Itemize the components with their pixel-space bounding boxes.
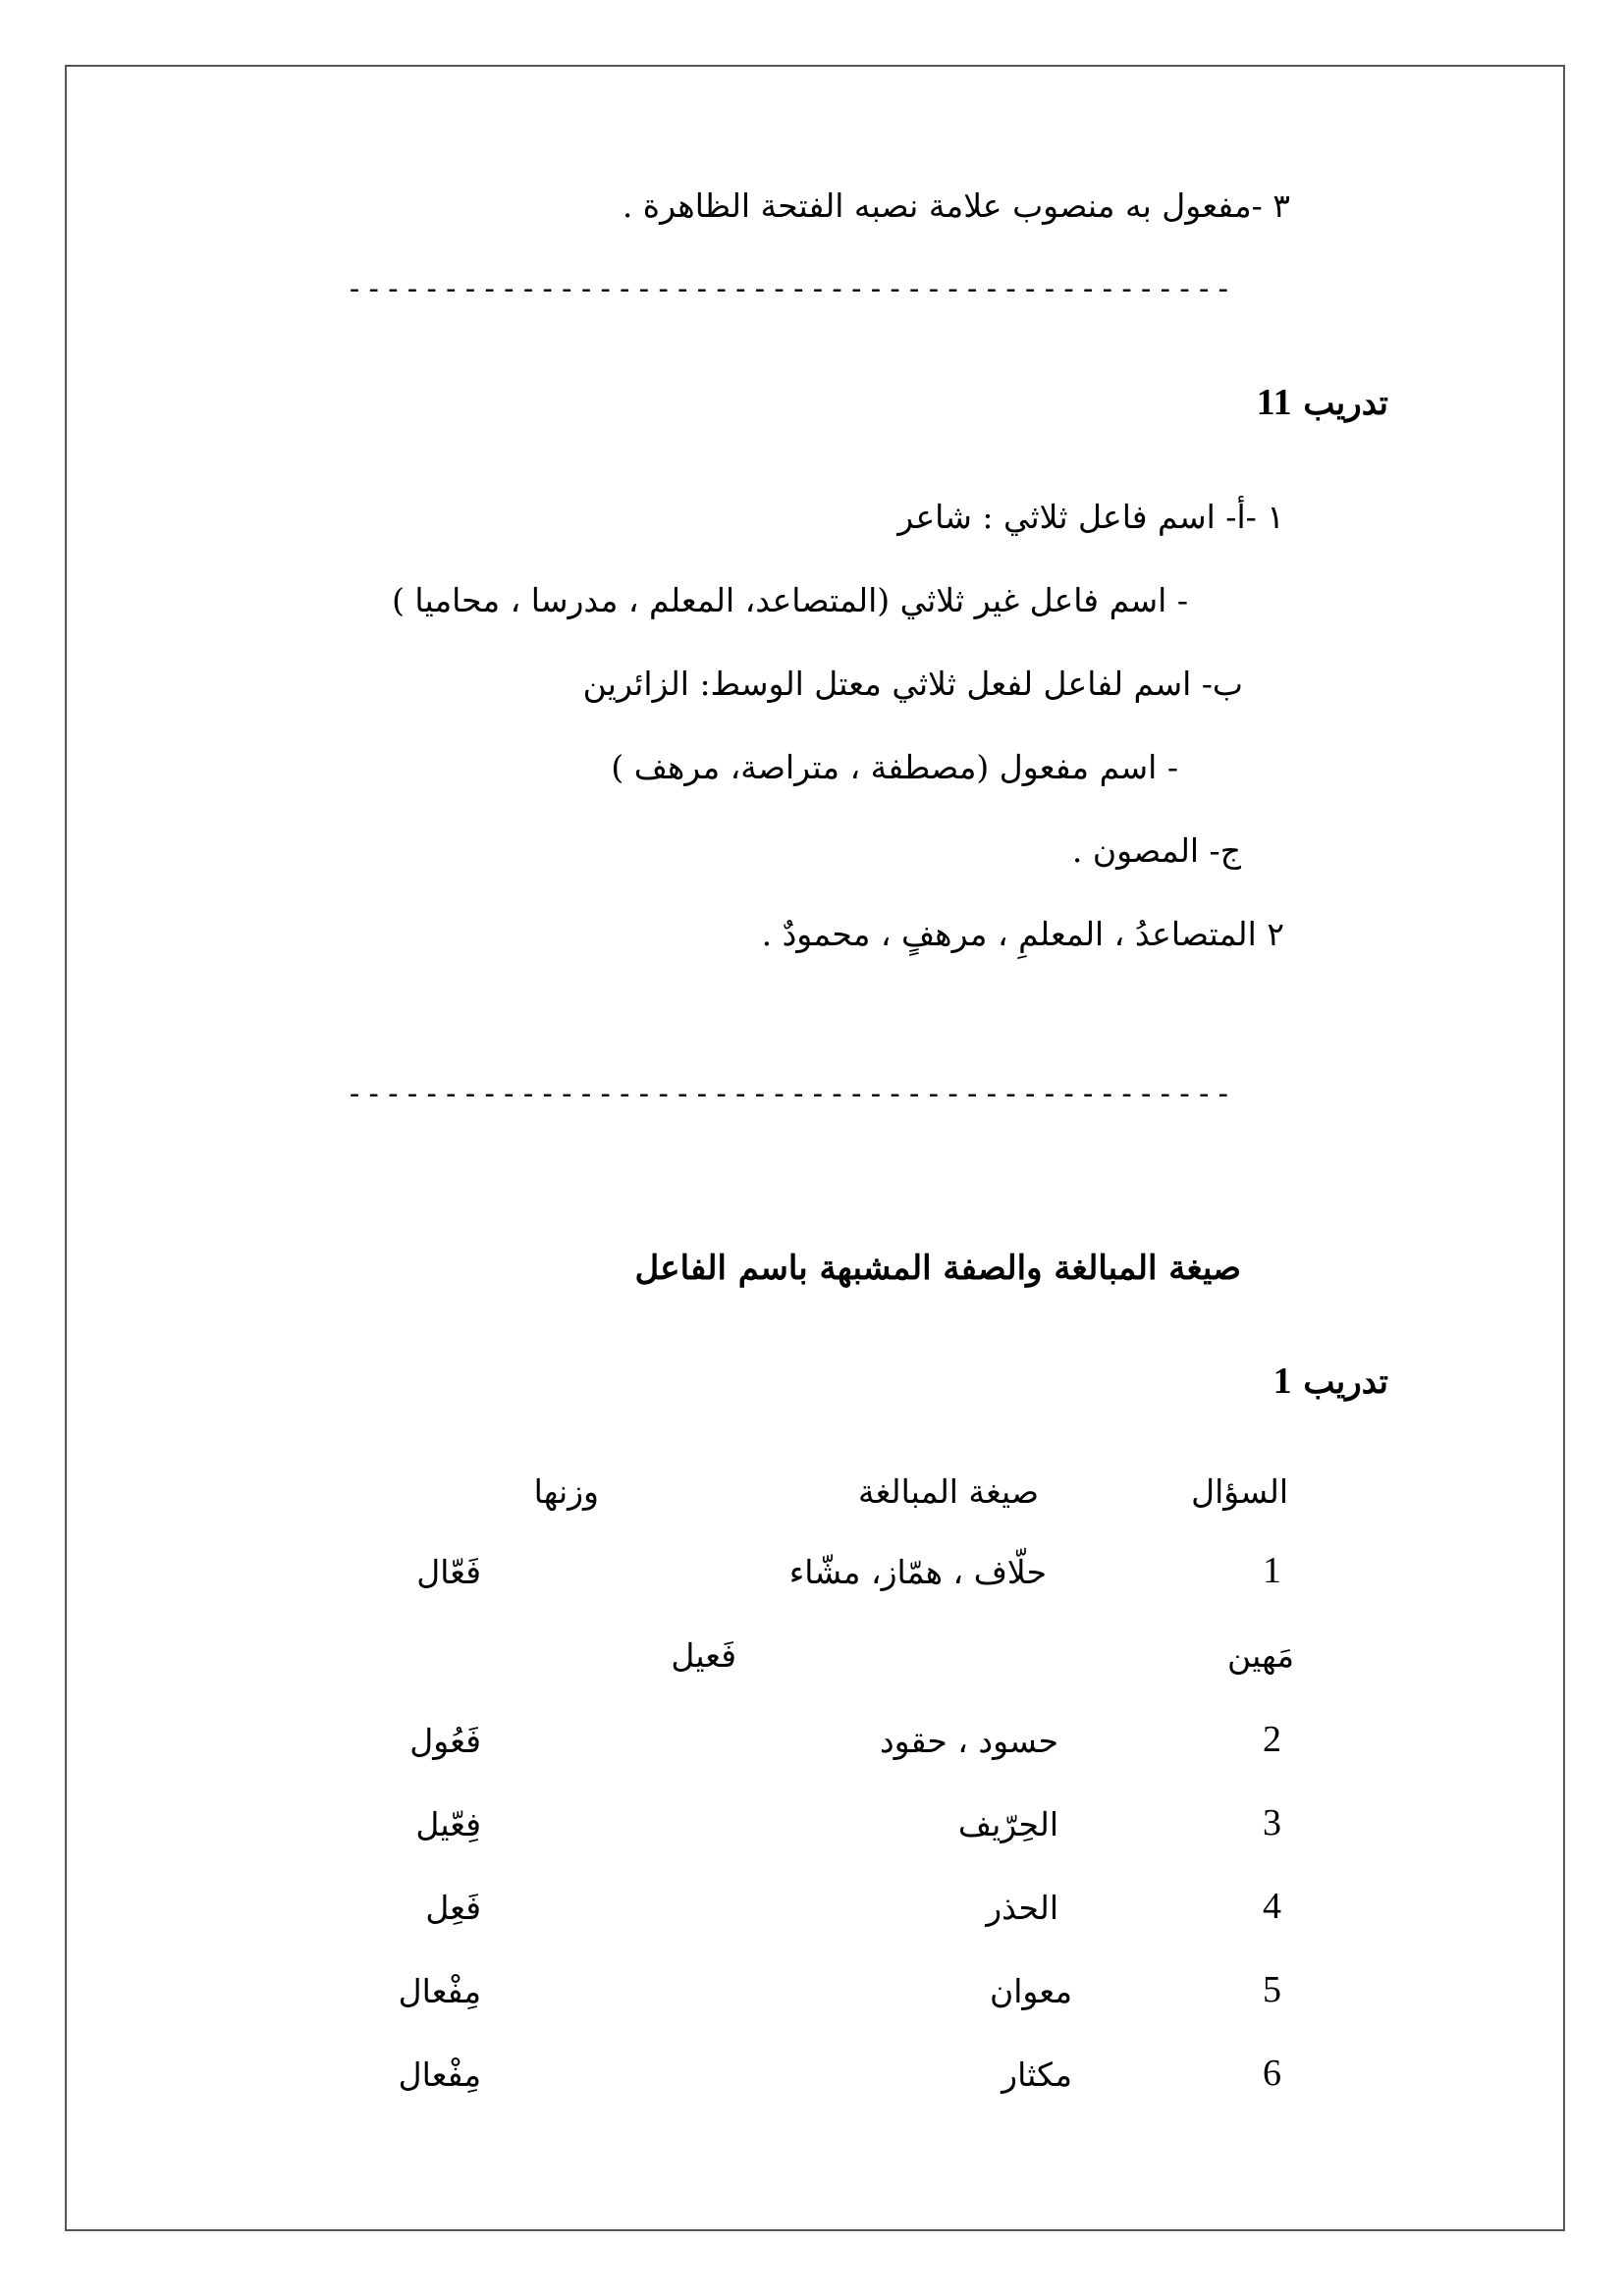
exercise-heading-number: 11 — [1256, 382, 1292, 423]
exercise-heading — [1257, 381, 1388, 425]
table-cell-pattern: مِفْعال — [398, 2056, 481, 2094]
separator-line: ---------------------------------------------- — [346, 272, 1234, 306]
table-cell-pattern: مِفْعال — [398, 1972, 481, 2010]
answer-line: ج- المصون . — [1071, 831, 1241, 870]
table-cell-question: 2 — [1263, 1719, 1281, 1760]
table-header-form: صيغة المبالغة — [857, 1472, 1039, 1511]
table-cell-form: فَعيل — [671, 1636, 736, 1675]
table-cell-question: 3 — [1263, 1802, 1281, 1843]
answer-line-item3: ٣ -مفعول به منصوب علامة نصبه الفتحة الظاهرة . — [622, 187, 1290, 225]
table-cell-form: الحِرّيف — [957, 1805, 1058, 1843]
table-cell-form: حلّاف ، همّاز، مشّاء — [788, 1553, 1047, 1591]
table-cell-form: حسود ، حقود — [879, 1722, 1058, 1760]
answer-line: - اسم فاعل غير ثلاثي (المتصاعد، المعلم ، مدرسا ، محاميا ) — [392, 581, 1188, 619]
table-header-pattern: وزنها — [533, 1472, 599, 1511]
table-cell-question: 6 — [1263, 2053, 1281, 2094]
table-cell-pattern: فَعِل — [425, 1889, 481, 1927]
table-cell-pattern: فَعُول — [409, 1722, 481, 1760]
exercise-heading-number: 1 — [1272, 1361, 1292, 1402]
answer-line: - اسم مفعول (مصطفة ، متراصة، مرهف ) — [611, 748, 1178, 786]
answer-line: ٢ المتصاعدُ ، المعلمِ ، مرهفٍ ، محمودٌ . — [761, 915, 1284, 953]
exercise-heading-word: تدريب — [1303, 1362, 1388, 1402]
exercise-heading-word: تدريب — [1303, 384, 1388, 423]
table-header-question: السؤال — [1191, 1472, 1288, 1511]
table-cell-form: الحذر — [986, 1889, 1058, 1927]
table-cell-question: 4 — [1263, 1886, 1281, 1927]
topic-title: صيغة المبالغة والصفة المشبهة باسم الفاعل — [634, 1249, 1241, 1288]
table-cell-form: مكثار — [1001, 2056, 1072, 2094]
answer-line: ب- اسم لفاعل لفعل ثلاثي معتل الوسط: الزائرين — [582, 665, 1243, 703]
exercise-heading — [1273, 1360, 1388, 1404]
table-cell-pattern: فِعّيل — [415, 1805, 481, 1843]
table-cell-question: مَهين — [1227, 1636, 1294, 1675]
answer-line: ١ -أ- اسم فاعل ثلاثي : شاعر — [897, 498, 1284, 536]
table-cell-form: معوان — [989, 1972, 1072, 2010]
table-cell-pattern: فَعّال — [416, 1553, 481, 1591]
separator-line: ---------------------------------------------- — [346, 1077, 1234, 1111]
table-cell-question: 1 — [1263, 1550, 1281, 1591]
table-cell-question: 5 — [1263, 1969, 1281, 2010]
